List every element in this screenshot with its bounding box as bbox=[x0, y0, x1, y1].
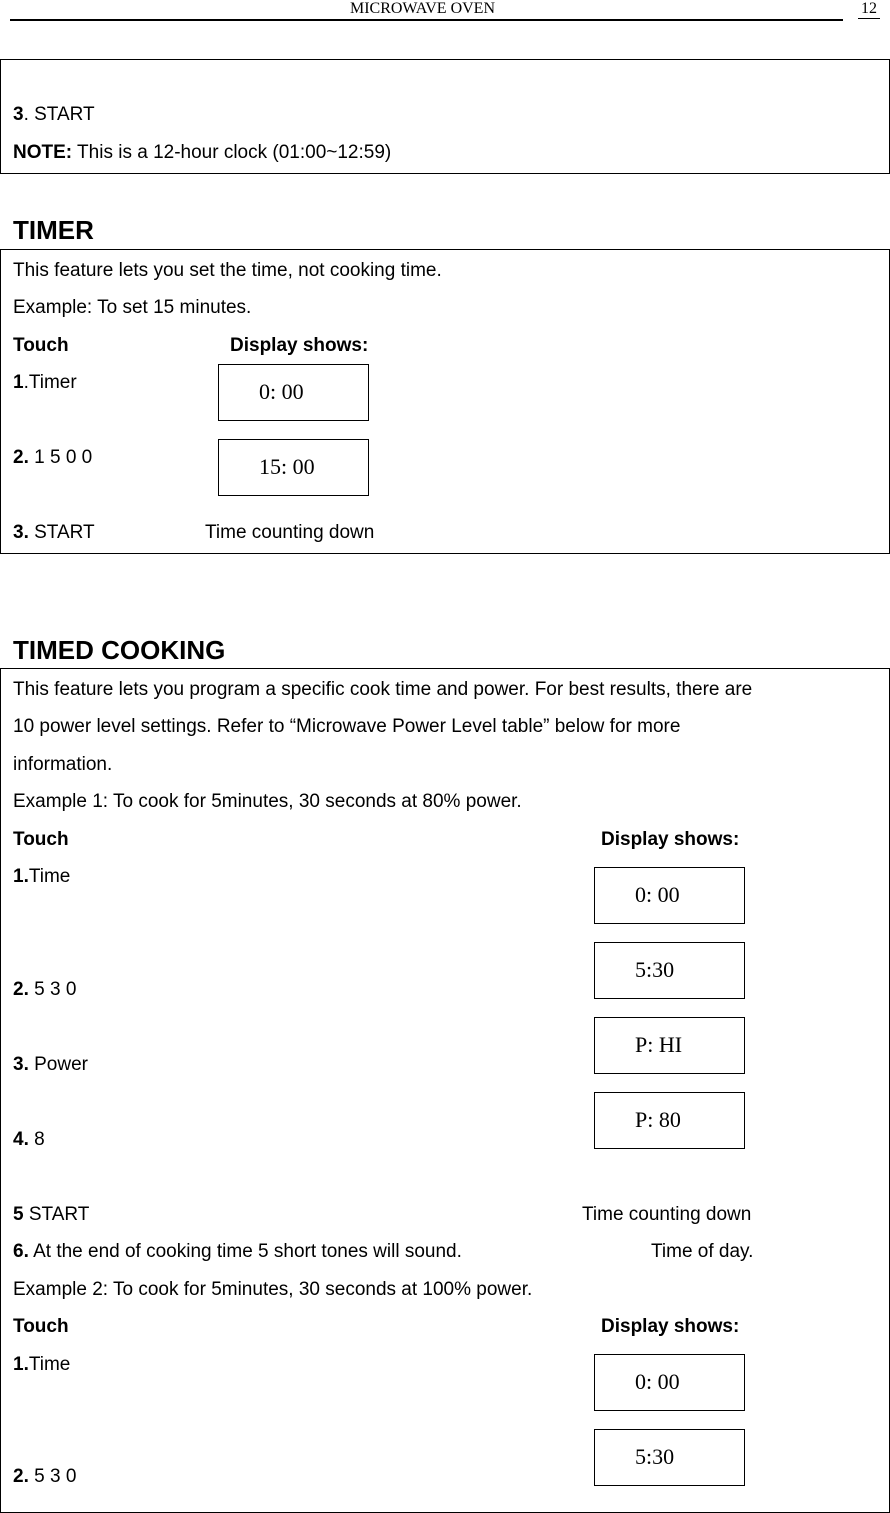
timed-ex2-display-2: 5:30 bbox=[594, 1429, 745, 1486]
timer-step-2 bbox=[13, 447, 92, 469]
note-text: This is a 12-hour clock (01:00~12:59) bbox=[72, 142, 392, 163]
timed-example-2: Example 2: To cook for 5minutes, 30 seconds at 100% power. bbox=[13, 1279, 533, 1300]
timer-step-3-result: Time counting down bbox=[205, 522, 375, 543]
step-number: 2. bbox=[13, 979, 29, 1000]
clock-step-3 bbox=[13, 104, 95, 126]
timer-display-1: 0: 00 bbox=[218, 364, 369, 421]
timed-ex1-display-1: 0: 00 bbox=[594, 867, 745, 924]
timed-ex1-step-5 bbox=[13, 1204, 89, 1226]
timed-ex1-step-3 bbox=[13, 1054, 88, 1076]
page-number: 12 bbox=[858, 0, 880, 19]
timed-touch-label: Touch bbox=[13, 829, 69, 850]
step-text: At the end of cooking time 5 short tones will sound. bbox=[28, 1241, 462, 1262]
timer-section-title: TIMER bbox=[13, 215, 94, 245]
step-number: 1. bbox=[13, 866, 29, 887]
step-text: 5 3 0 bbox=[28, 1466, 77, 1487]
timer-step-1 bbox=[13, 372, 77, 394]
step-number: 4. bbox=[13, 1129, 29, 1150]
step-number: 3. bbox=[13, 1054, 29, 1075]
step-number: 3. bbox=[13, 522, 29, 543]
timer-step-3 bbox=[13, 522, 95, 544]
timed-example-1: Example 1: To cook for 5minutes, 30 seconds at 80% power. bbox=[13, 791, 522, 812]
timed-cooking-section-title: TIMED COOKING bbox=[13, 635, 226, 665]
document-header-title: MICROWAVE OVEN bbox=[349, 0, 496, 17]
timed-ex2-touch-label: Touch bbox=[13, 1316, 69, 1337]
timed-ex1-display-3: P: HI bbox=[594, 1017, 745, 1074]
timer-display-2: 15: 00 bbox=[218, 439, 369, 496]
timed-ex1-step-4 bbox=[13, 1129, 45, 1151]
clock-note bbox=[13, 142, 391, 164]
step-text: 5 3 0 bbox=[28, 979, 77, 1000]
step-text: 1 5 0 0 bbox=[28, 447, 93, 468]
timer-box bbox=[0, 249, 890, 554]
timed-ex1-step-1 bbox=[13, 866, 70, 888]
timer-touch-label: Touch bbox=[13, 335, 69, 356]
step-number: 6. bbox=[13, 1241, 29, 1262]
step-text: . START bbox=[23, 104, 95, 125]
step-number: 2. bbox=[13, 447, 29, 468]
timed-ex1-step-2 bbox=[13, 979, 76, 1001]
timed-ex1-display-2: 5:30 bbox=[594, 942, 745, 999]
step-text: 8 bbox=[28, 1129, 45, 1150]
timed-ex1-step-6-result: Time of day. bbox=[651, 1241, 754, 1262]
timed-ex2-step-2 bbox=[13, 1466, 76, 1488]
step-text: Time bbox=[28, 1354, 71, 1375]
timed-ex1-step-6 bbox=[13, 1241, 462, 1263]
step-number: 5 bbox=[13, 1204, 24, 1225]
step-number: 2. bbox=[13, 1466, 29, 1487]
timer-description: This feature lets you set the time, not cooking time. bbox=[13, 260, 442, 281]
step-text: Time bbox=[28, 866, 71, 887]
step-text: START bbox=[28, 522, 95, 543]
header-rule bbox=[10, 19, 843, 21]
timed-display-label: Display shows: bbox=[601, 829, 740, 850]
note-label: NOTE: bbox=[13, 142, 73, 163]
timed-ex2-display-label: Display shows: bbox=[601, 1316, 740, 1337]
timed-description-line-1: This feature lets you program a specific cook time and power. For best results, there are bbox=[13, 679, 753, 700]
timed-ex2-display-1: 0: 00 bbox=[594, 1354, 745, 1411]
step-number: 3 bbox=[13, 104, 24, 125]
step-number: 1 bbox=[13, 372, 24, 393]
timer-example: Example: To set 15 minutes. bbox=[13, 297, 252, 318]
timed-ex2-step-1 bbox=[13, 1354, 70, 1376]
step-text: Power bbox=[28, 1054, 88, 1075]
step-number: 1. bbox=[13, 1354, 29, 1375]
step-text: .Timer bbox=[23, 372, 77, 393]
step-text: START bbox=[23, 1204, 90, 1225]
timed-ex1-step-5-result: Time counting down bbox=[582, 1204, 752, 1225]
timed-description-line-3: information. bbox=[13, 754, 113, 775]
timer-display-label: Display shows: bbox=[230, 335, 369, 356]
timed-description-line-2: 10 power level settings. Refer to “Microwave Power Level table” below for more bbox=[13, 716, 681, 737]
timed-ex1-display-4: P: 80 bbox=[594, 1092, 745, 1149]
